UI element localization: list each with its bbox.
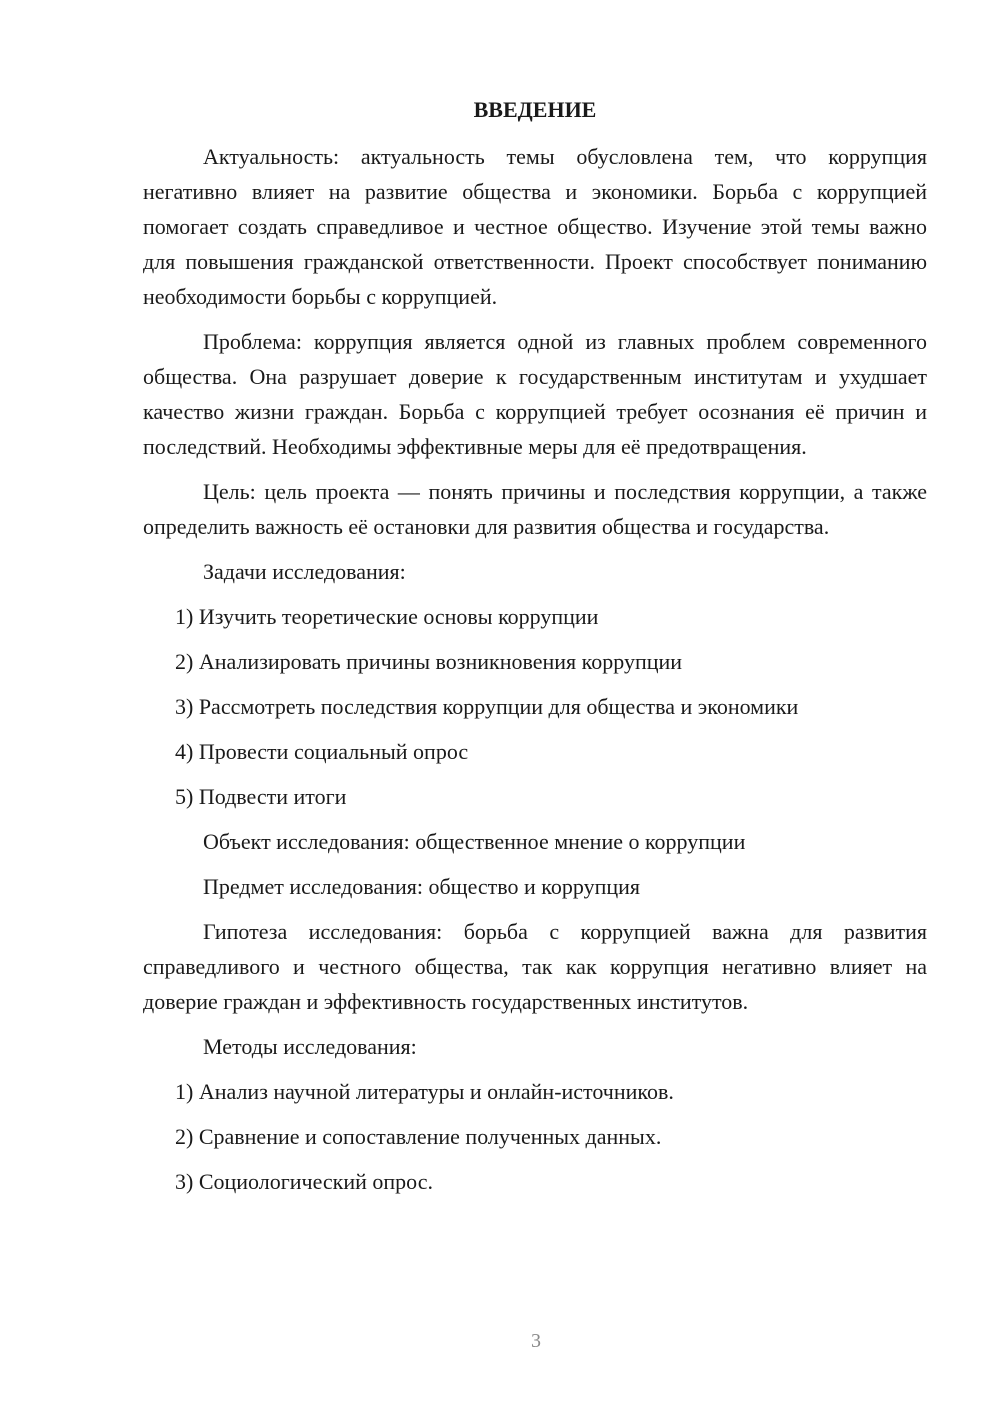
page-number: 3 [531,1330,541,1352]
list-item: 3) Рассмотреть последствия коррупции для общества и экономики [175,694,799,719]
hypothesis-paragraph: Гипотеза исследования: борьба с коррупцией важна для развития справедливого и честного общества, так как коррупция негативно влияет на доверие граждан и эффективность государственных институтов. [143,919,927,1014]
list-item: 1) Изучить теоретические основы коррупции [175,604,599,629]
list-item: 1) Анализ научной литературы и онлайн-источников. [175,1079,674,1104]
list-item: 5) Подвести итоги [175,784,347,809]
list-item: 2) Анализировать причины возникновения коррупции [175,649,683,674]
subject-line: Предмет исследования: общество и коррупция [203,874,641,899]
object-line: Объект исследования: общественное мнение о коррупции [203,829,746,854]
methods-heading: Методы исследования: [203,1034,417,1059]
list-item: 2) Сравнение и сопоставление полученных данных. [175,1124,662,1149]
list-item: 4) Провести социальный опрос [175,739,469,764]
tasks-heading: Задачи исследования: [203,559,406,584]
list-item: 3) Социологический опрос. [175,1169,433,1194]
problem-paragraph: Проблема: коррупция является одной из главных проблем современного общества. Она разрушает доверие к государственным институтам и ухудшает качество жизни граждан. Борьба с коррупцией требует осознания её причин и последствий. Необходимы эффективные меры для её предотвращения. [143,329,927,459]
tasks-list [143,599,927,814]
goal-paragraph: Цель: цель проекта — понять причины и последствия коррупции, а также определить важность её остановки для развития общества и государства. [143,479,927,539]
relevance-paragraph: Актуальность: актуальность темы обусловлена тем, что коррупция негативно влияет на развитие общества и экономики. Борьба с коррупцией помогает создать справедливое и честное общество. Изучение этой темы важно для повышения гражданской ответственности. Проект способствует пониманию необходимости борьбы с коррупцией. [143,144,927,309]
methods-list [143,1074,927,1199]
document-page [143,90,927,1209]
page-title: ВВЕДЕНИЕ [473,97,597,122]
